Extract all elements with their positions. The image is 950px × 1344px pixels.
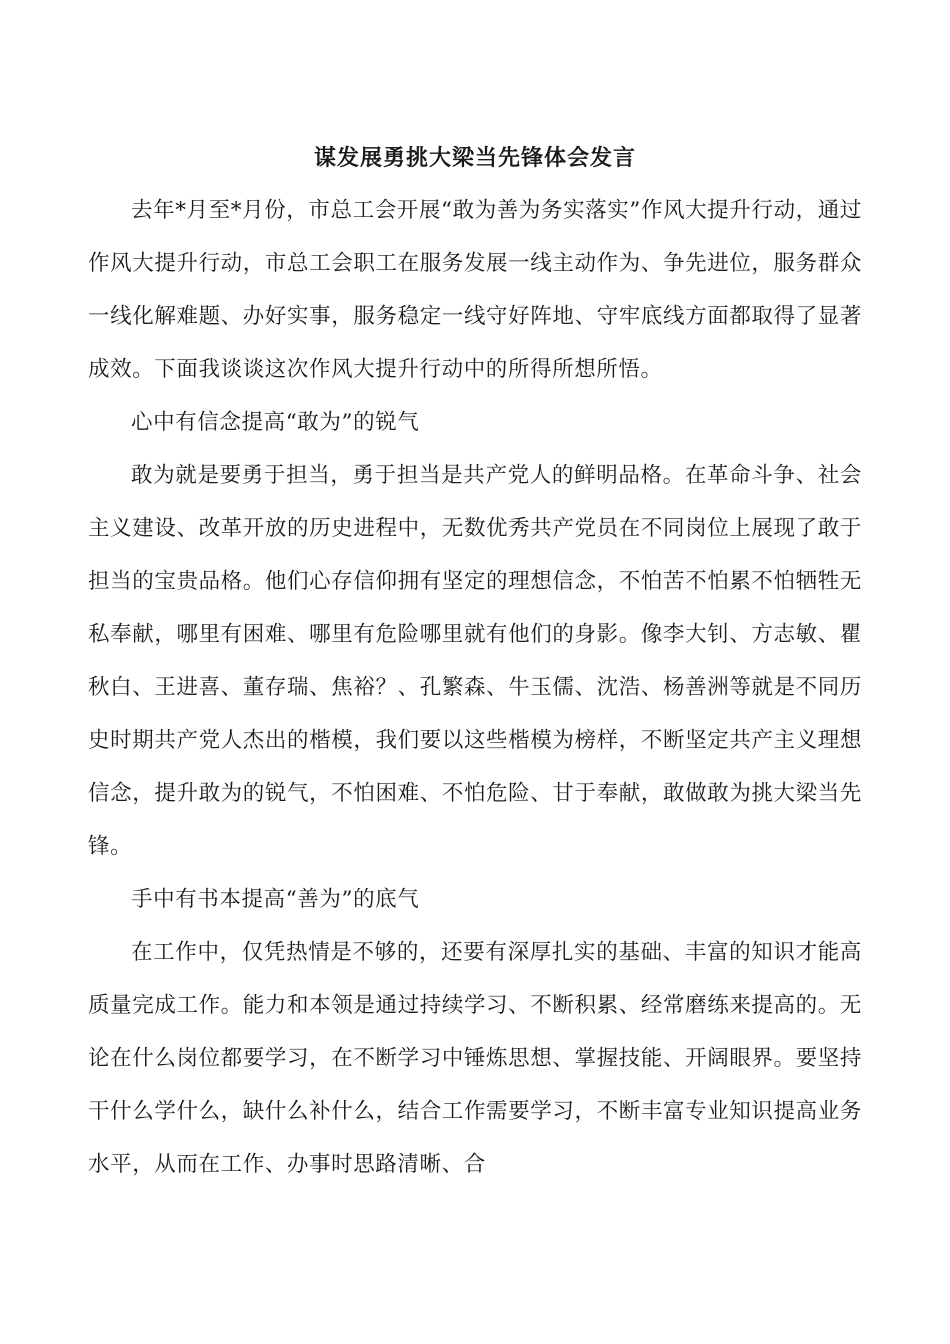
section-body-courage: 敢为就是要勇于担当，勇于担当是共产党人的鲜明品格。在革命斗争、社会主义建设、改革开放的历史进程中，无数优秀共产党员在不同岗位上展现了敢于担当的宝贵品格。他们心存信仰拥有坚定的理想信念，不怕苦不怕累不怕牺牲无私奉献，哪里有困难、哪里有危险哪里就有他们的身影。像李大钊、方志敏、瞿秋白、王进喜、董存瑞、焦裕？、孔繁森、牛玉儒、沈浩、杨善洲等就是不同历史时期共产党人杰出的楷模，我们要以这些楷模为榜样，不断坚定共产主义理想信念，提升敢为的锐气，不怕困难、不怕危险、甘于奉献，敢做敢为挑大梁当先锋。	[88, 463, 862, 859]
document-title: 谋发展勇挑大梁当先锋体会发言	[313, 145, 636, 171]
section-heading-competence: 手中有书本提高“善为”的底气	[131, 887, 420, 912]
section-body-competence: 在工作中，仅凭热情是不够的，还要有深厚扎实的基础、丰富的知识才能高质量完成工作。能力和本领是通过持续学习、不断积累、经常磨练来提高的。无论在什么岗位都要学习，在不断学习中锤炼思想、掌握技能、开阔眼界。要坚持干什么学什么，缺什么补什么，结合工作需要学习，不断丰富专业知识提高业务水平，从而在工作、办事时思路清晰、合	[88, 940, 862, 1177]
section-heading-courage: 心中有信念提高“敢为”的锐气	[131, 410, 420, 435]
document-page	[88, 139, 862, 1191]
intro-paragraph: 去年*月至*月份，市总工会开展“敢为善为务实落实”作风大提升行动，通过作风大提升行动，市总工会职工在服务发展一线主动作为、争先进位，服务群众一线化解难题、办好实事，服务稳定一线守好阵地、守牢底线方面都取得了显著成效。下面我谈谈这次作风大提升行动中的所得所想所悟。	[88, 198, 862, 382]
